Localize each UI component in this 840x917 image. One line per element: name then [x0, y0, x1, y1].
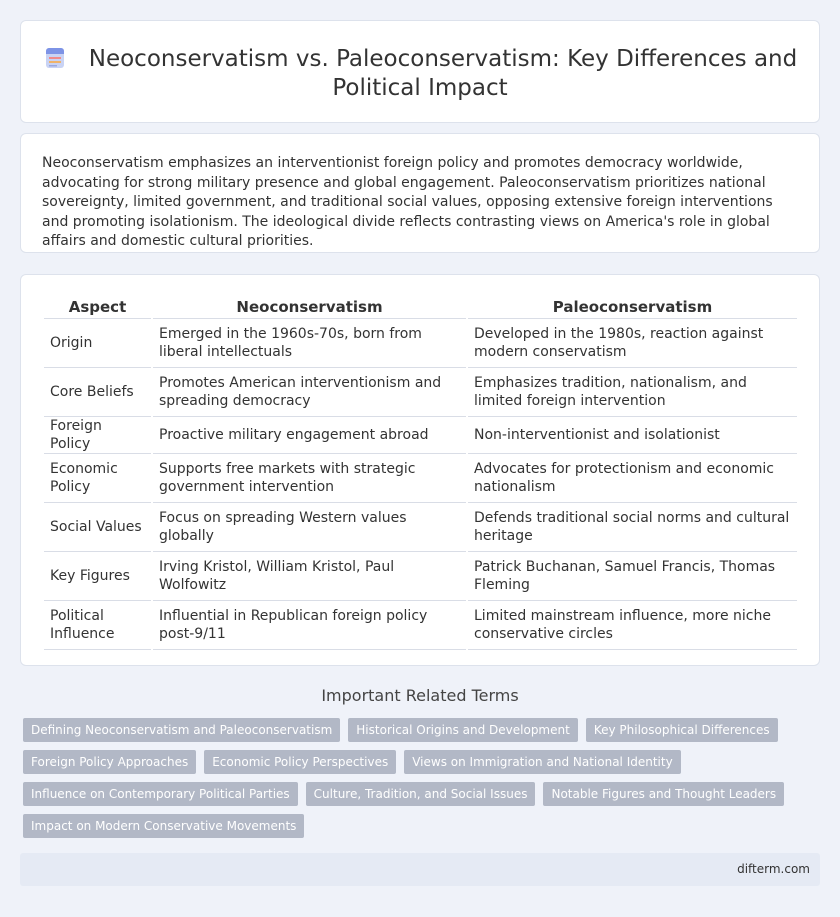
related-term-tag[interactable]: Notable Figures and Thought Leaders [543, 782, 784, 806]
row-neo: Supports free markets with strategic government intervention [153, 454, 466, 503]
intro-paragraph: Neoconservatism emphasizes an interventionist foreign policy and promotes democracy worldwide, advocating for strong military presence and global engagement. Paleoconservatism prioritizes national sovereignty, limited government, and traditional social values, opposing extensive foreign interventions and promoting isolationism. The ideological divide reflects contrasting views on America's role in global affairs and domestic cultural priorities. [42, 155, 773, 249]
row-aspect: Political Influence [44, 601, 151, 650]
site-name[interactable]: difterm.com [737, 862, 810, 876]
row-aspect: Economic Policy [44, 454, 151, 503]
row-aspect: Key Figures [44, 552, 151, 601]
related-term-tag[interactable]: Influence on Contemporary Political Parties [23, 782, 298, 806]
table-row [44, 417, 797, 454]
row-neo: Promotes American interventionism and spreading democracy [153, 368, 466, 417]
row-neo: Emerged in the 1960s-70s, born from liberal intellectuals [153, 319, 466, 368]
header-card [20, 20, 820, 123]
row-aspect: Core Beliefs [44, 368, 151, 417]
comparison-table [42, 295, 799, 650]
table-row [44, 368, 797, 417]
comparison-card [20, 274, 820, 666]
row-paleo: Limited mainstream influence, more niche conservative circles [468, 601, 797, 650]
table-row [44, 503, 797, 552]
intro-card [20, 133, 820, 253]
row-neo: Influential in Republican foreign policy post-9/11 [153, 601, 466, 650]
related-term-tag[interactable]: Culture, Tradition, and Social Issues [306, 782, 536, 806]
related-term-tag[interactable]: Foreign Policy Approaches [23, 750, 196, 774]
related-terms-list [23, 718, 777, 846]
row-neo: Proactive military engagement abroad [153, 417, 466, 454]
row-paleo: Developed in the 1980s, reaction against modern conservatism [468, 319, 797, 368]
row-paleo: Patrick Buchanan, Samuel Francis, Thomas Fleming [468, 552, 797, 601]
footer [20, 853, 820, 886]
related-term-tag[interactable]: Impact on Modern Conservative Movements [23, 814, 304, 838]
table-row [44, 552, 797, 601]
related-term-tag[interactable]: Economic Policy Perspectives [204, 750, 396, 774]
related-term-tag[interactable]: Historical Origins and Development [348, 718, 578, 742]
table-row [44, 319, 797, 368]
header-neoconservatism: Neoconservatism [153, 295, 466, 319]
related-terms-title: Important Related Terms [321, 686, 519, 705]
header-paleoconservatism: Paleoconservatism [468, 295, 797, 319]
row-aspect: Foreign Policy [44, 417, 151, 454]
table-row [44, 601, 797, 650]
related-term-tag[interactable]: Key Philosophical Differences [586, 718, 778, 742]
row-paleo: Defends traditional social norms and cultural heritage [468, 503, 797, 552]
header-aspect: Aspect [44, 295, 151, 319]
row-paleo: Non-interventionist and isolationist [468, 417, 797, 454]
row-paleo: Advocates for protectionism and economic nationalism [468, 454, 797, 503]
row-neo: Focus on spreading Western values globally [153, 503, 466, 552]
page-title: Neoconservatism vs. Paleoconservatism: Key Differences and Political Impact [88, 46, 798, 101]
document-icon [43, 46, 67, 70]
table-row [44, 454, 797, 503]
table-header-row [44, 295, 797, 319]
row-paleo: Emphasizes tradition, nationalism, and limited foreign intervention [468, 368, 797, 417]
related-term-tag[interactable]: Views on Immigration and National Identity [404, 750, 680, 774]
related-term-tag[interactable]: Defining Neoconservatism and Paleoconservatism [23, 718, 340, 742]
row-neo: Irving Kristol, William Kristol, Paul Wolfowitz [153, 552, 466, 601]
row-aspect: Origin [44, 319, 151, 368]
row-aspect: Social Values [44, 503, 151, 552]
